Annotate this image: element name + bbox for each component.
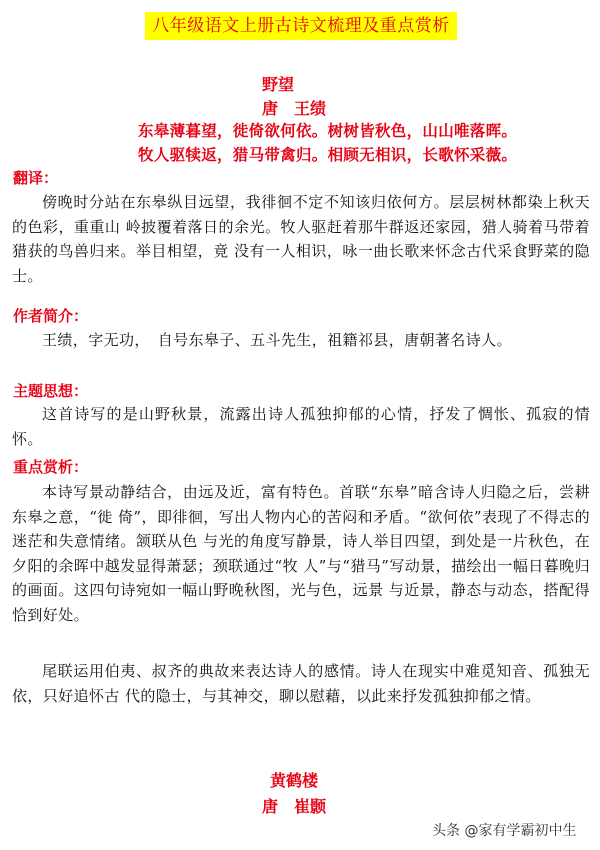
appreciation-paragraph-1: 本诗写景动静结合，由远及近，富有特色。首联“东皋”暗含诗人归隐之后，尝耕东皋之意，“徙 倚”，即徘徊，写出人物内心的苦闷和矛盾。“欲何依”表现了不得志的迷茫和失意情绪。颔联从色 与光的角度写静景，诗人举目四望，到处是一片秋色，在夕阳的余晖中越发显得萧瑟；颈联通过“牧 人”与“猎马”写动景，描绘出一幅日暮晚归的画面。这四句诗宛如一幅山野晚秋图，光与色，远景 与近景，静态与动态，搭配得恰到好处。 (12, 483, 590, 624)
theme-heading: 主题思想： (13, 382, 89, 400)
page-title-banner: 八年级语文上册古诗文梳理及重点赏析 (145, 12, 457, 40)
appreciation-heading: 重点赏析： (13, 458, 89, 476)
author-intro-text: 王绩，字无功， 自号东皋子、五斗先生，祖籍祁县，唐朝著名诗人。 (42, 331, 512, 349)
poem2-title: 黄鹤楼 (270, 771, 319, 790)
poem1-title: 野望 (262, 75, 295, 94)
translation-text: 傍晚时分站在东皋纵目远望，我徘徊不定不知该归依何方。层层树林都染上秋天的色彩，重重山 岭披覆着落日的余光。牧人驱赶着那牛群返还家园，猎人骑着马带着猎获的鸟兽归来。举目相望，竟 没有一人相识，咏一曲长歌来怀念古代采食野菜的隐士。 (12, 193, 590, 285)
appreciation-paragraph-2: 尾联运用伯夷、叔齐的典故来表达诗人的感情。诗人在现实中难觅知音、孤独无依，只好追怀古 代的隐士，与其神交，聊以慰藉，以此来抒发孤独抑郁之情。 (12, 662, 590, 705)
theme-text: 这首诗写的是山野秋景，流露出诗人孤独抑郁的心情，抒发了惆怅、孤寂的情怀。 (12, 405, 590, 448)
author-intro-heading: 作者简介： (13, 307, 89, 325)
watermark-text: 头条 @家有学霸初中生 (432, 823, 577, 839)
translation-heading: 翻译： (13, 169, 59, 187)
poem1-line-1: 东皋薄暮望，徙倚欲何依。树树皆秋色，山山唯落晖。 (138, 122, 518, 140)
poem1-author: 唐 王绩 (262, 99, 327, 118)
poem1-line-2: 牧人驱犊返，猎马带禽归。相顾无相识，长歌怀采薇。 (138, 146, 518, 164)
poem2-author: 唐 崔颢 (262, 797, 327, 816)
